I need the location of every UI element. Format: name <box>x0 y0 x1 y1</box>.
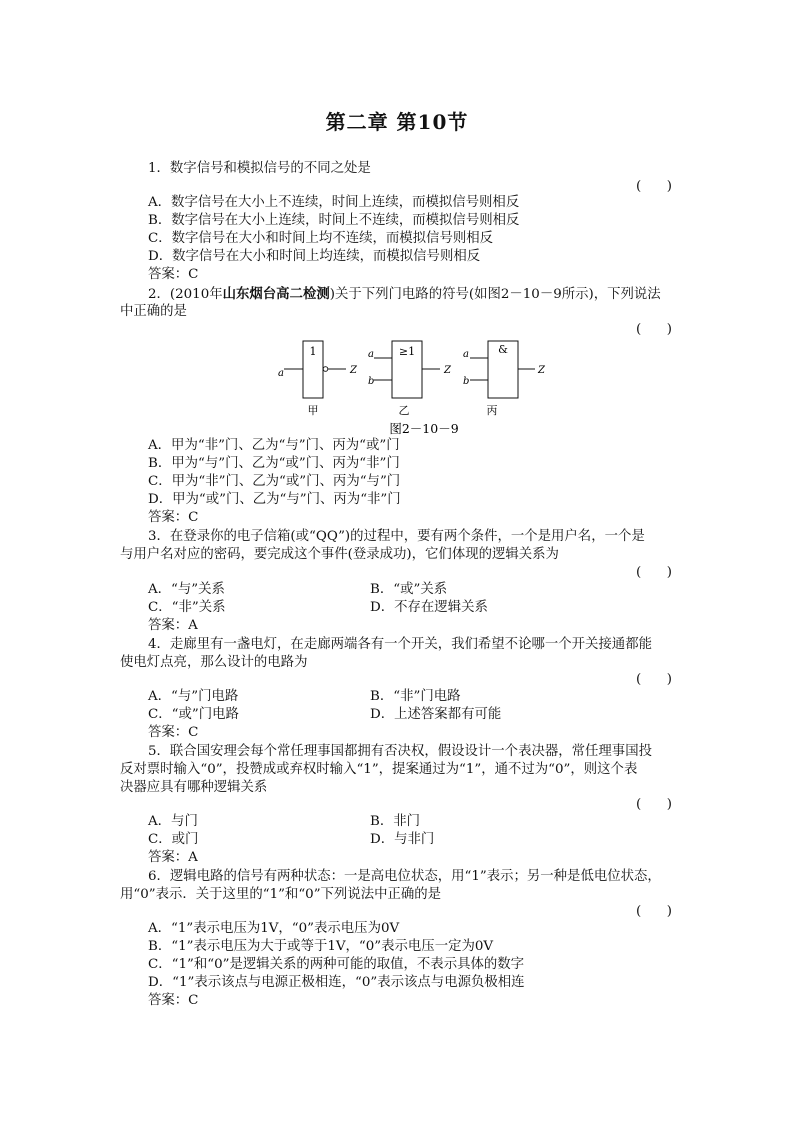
q1-answer: 答案：C <box>148 267 199 282</box>
or-gate-input-a: a <box>368 349 374 360</box>
q1-option-a: A．数字信号在大小上不连续，时间上连续，而模拟信号则相反 <box>148 195 520 210</box>
q4-answer: 答案：C <box>148 725 199 740</box>
q3-stem-line2: 与用户名对应的密码，要完成这个事件(登录成功)，它们体现的逻辑关系为 <box>120 547 559 562</box>
q6-answer-paren: ( ) <box>636 904 672 919</box>
q5-option-a: A．与门 <box>148 814 198 829</box>
q1-option-d: D．数字信号在大小和时间上均连续，而模拟信号则相反 <box>148 249 481 264</box>
q5-answer: 答案：A <box>148 850 198 865</box>
q5-option-d: D．与非门 <box>370 832 435 847</box>
q4-option-a: A．“与”门电路 <box>148 689 239 704</box>
q1-stem: 1．数字信号和模拟信号的不同之处是 <box>148 161 371 176</box>
q2-option-d: D．甲为“或”门、乙为“与”门、丙为“非”门 <box>148 492 401 507</box>
q3-option-c: C．“非”关系 <box>148 600 226 615</box>
q4-stem-line1: 4．走廊里有一盏电灯，在走廊两端各有一个开关，我们希望不论哪一个开关接通都能 <box>148 637 652 652</box>
q4-option-d: D．上述答案都有可能 <box>370 707 502 722</box>
page-title: 第二章 第10节 <box>325 110 469 134</box>
and-gate-input-a: a <box>463 349 469 360</box>
q3-answer: 答案：A <box>148 618 198 633</box>
or-gate-input-b: b <box>368 376 375 387</box>
figure-caption: 图2－10－9 <box>389 421 459 436</box>
and-gate-symbol <box>463 341 546 417</box>
q2-option-b: B．甲为“与”门、乙为“或”门、丙为“非”门 <box>148 456 400 471</box>
q6-answer: 答案：C <box>148 993 199 1008</box>
or-gate-symbol <box>368 341 452 417</box>
q2-stem-line2: 中正确的是 <box>120 304 187 319</box>
q2-option-c: C．甲为“非”门、乙为“或”门、丙为“与”门 <box>148 474 401 489</box>
q4-option-b: B．“非”门电路 <box>370 689 461 704</box>
and-gate-output-z: Z <box>538 365 545 376</box>
q2-stem <box>148 285 661 304</box>
q2-answer-paren: ( ) <box>636 322 672 337</box>
q3-option-d: D．不存在逻辑关系 <box>370 600 488 615</box>
q1-option-c: C．数字信号在大小和时间上均不连续，而模拟信号则相反 <box>148 231 494 246</box>
q3-option-b: B．“或”关系 <box>370 582 448 597</box>
q5-option-c: C．或门 <box>148 832 199 847</box>
not-gate-input-a: a <box>278 368 284 379</box>
q6-option-a: A．“1”表示电压为1V，“0”表示电压为0V <box>148 921 400 936</box>
q3-stem-line1: 3．在登录你的电子信箱(或“QQ”)的过程中，要有两个条件，一个是用户名，一个是 <box>148 529 645 544</box>
q4-option-c: C．“或”门电路 <box>148 707 239 722</box>
q6-option-b: B．“1”表示电压为大于或等于1V，“0”表示电压一定为0V <box>148 939 494 954</box>
gate-label-jia: 甲 <box>307 404 319 417</box>
and-gate-label: & <box>498 343 508 356</box>
q2-answer: 答案：C <box>148 510 199 525</box>
q4-stem-line2: 使电灯点亮，那么设计的电路为 <box>120 655 308 670</box>
q6-option-c: C．“1”和“0”是逻辑关系的两种可能的取值，不表示具体的数字 <box>148 957 525 972</box>
not-gate-symbol <box>278 341 358 417</box>
q6-stem-line2: 用“0”表示．关于这里的“1”和“0”下列说法中正确的是 <box>120 887 442 902</box>
q2-stem-rest: )关于下列门电路的符号(如图2－10－9所示)，下列说法 <box>329 287 661 302</box>
q1-option-b: B．数字信号在大小上连续，时间上不连续，而模拟信号则相反 <box>148 213 520 228</box>
q5-option-b: B．非门 <box>370 814 421 829</box>
q5-stem-line3: 决器应具有哪种逻辑关系 <box>120 780 268 795</box>
not-gate-label: 1 <box>309 345 317 358</box>
q5-answer-paren: ( ) <box>636 797 672 812</box>
q3-answer-paren: ( ) <box>636 565 672 580</box>
q3-option-a: A．“与”关系 <box>148 582 225 597</box>
logic-gate-figure <box>270 336 560 436</box>
or-gate-output-z: Z <box>444 365 451 376</box>
q5-stem-line1: 5．联合国安理会每个常任理事国都拥有否决权，假设设计一个表决器，常任理事国投 <box>148 744 652 759</box>
and-gate-input-b: b <box>463 376 470 387</box>
gate-label-yi: 乙 <box>398 404 410 417</box>
q2-stem-source: 山东烟台高二检测 <box>222 286 330 302</box>
q2-stem-prefix: 2．(2010年 <box>148 287 223 302</box>
q4-answer-paren: ( ) <box>636 672 672 687</box>
q1-answer-paren: ( ) <box>636 179 672 194</box>
q2-option-a: A．甲为“非”门、乙为“与”门、丙为“或”门 <box>148 438 400 453</box>
gate-label-bing: 丙 <box>486 404 498 417</box>
or-gate-label: ≥1 <box>398 345 416 358</box>
q6-option-d: D．“1”表示该点与电源正极相连，“0”表示该点与电源负极相连 <box>148 975 525 990</box>
q5-stem-line2: 反对票时输入“0”，投赞成或弃权时输入“1”，提案通过为“1”，通不过为“0”，则这个表 <box>120 762 638 777</box>
not-gate-output-z: Z <box>350 365 357 376</box>
q6-stem-line1: 6．逻辑电路的信号有两种状态：一是高电位状态，用“1”表示；另一种是低电位状态， <box>148 869 661 884</box>
